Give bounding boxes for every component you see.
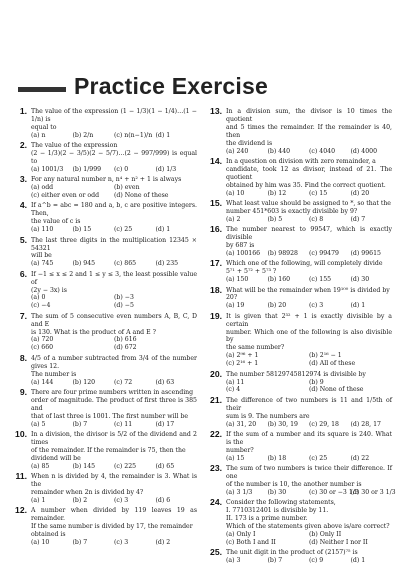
question-text-line: 5⁷¹ + 5⁷² + 5⁷³ ? xyxy=(226,268,277,276)
question-number: 15. xyxy=(210,197,222,208)
answer-option: (d) −5 xyxy=(114,302,134,310)
question-text xyxy=(226,499,392,531)
answer-options xyxy=(31,336,197,352)
question-item xyxy=(206,226,392,258)
question-text xyxy=(31,108,197,132)
question-text-line: Which of the statements given above is/are correct? xyxy=(226,522,390,530)
answer-option: (b) 20 xyxy=(267,302,287,310)
question-item xyxy=(11,507,197,547)
question-number: 12. xyxy=(15,505,27,516)
answer-option: (b) 30 xyxy=(267,488,287,496)
question-text xyxy=(31,389,197,421)
answer-option: (c) 4040 xyxy=(309,147,336,155)
answer-options xyxy=(31,497,197,505)
answer-options xyxy=(226,216,392,224)
question-text xyxy=(226,158,392,190)
answer-option: (d) 1 xyxy=(350,302,366,310)
question-text xyxy=(31,313,197,337)
answer-option: (b) 945 xyxy=(72,260,96,268)
answer-option: (c) 4 xyxy=(226,386,241,394)
question-number: 1. xyxy=(19,106,27,116)
question-text-line: In a division sum, the divisor is 10 times the quotient xyxy=(226,108,392,123)
answer-option: (a) 11 xyxy=(226,378,245,386)
question-text-line: of the number is 10, the another number is xyxy=(226,480,362,488)
answer-option: (a) 144 xyxy=(31,378,54,386)
answer-option: (b) 160 xyxy=(267,276,291,284)
question-text xyxy=(31,355,197,379)
answer-options xyxy=(226,557,392,565)
question-text-line: The number is xyxy=(31,370,77,378)
question-item xyxy=(206,549,392,565)
answer-option: (c) n(n−1)/n xyxy=(114,131,153,139)
question-text xyxy=(226,108,392,148)
answer-option: (c) 3 xyxy=(114,496,129,504)
answer-option: (a) 1001/3 xyxy=(31,165,64,173)
question-number: 19. xyxy=(210,310,222,321)
question-text-line: A number when divided by 119 leaves 19 as remainder. xyxy=(31,507,197,522)
answer-options xyxy=(31,132,197,140)
answer-option: (c) 25 xyxy=(309,454,328,462)
question-text-line: It is given that 2³² + 1 is exactly divisible by a certain xyxy=(226,312,392,328)
answer-option: (a) 150 xyxy=(226,276,249,284)
answer-option: (a) 3 1/3 xyxy=(226,488,253,496)
question-text-line: the same number? xyxy=(226,344,285,352)
question-number: 3. xyxy=(19,174,27,185)
answer-option: (b) −3 xyxy=(114,294,134,302)
question-text xyxy=(226,465,392,489)
question-text-line: The sum of two numbers is twice their difference. If one xyxy=(226,465,392,480)
answer-option: (d) 30 or 3 1/3 xyxy=(350,488,396,496)
question-text-line: by 687 is xyxy=(226,242,255,249)
question-text xyxy=(31,142,197,166)
answer-option: (a) 745 xyxy=(31,260,54,268)
question-text-line: The difference of two numbers is 11 and 1/5th of their xyxy=(226,396,392,412)
answer-option: (a) 31, 20 xyxy=(226,420,257,428)
answer-options xyxy=(31,226,197,234)
question-item xyxy=(11,108,197,140)
answer-option: (a) n xyxy=(31,131,46,139)
answer-option: (a) 110 xyxy=(31,226,54,234)
answer-option: (a) 10 xyxy=(31,538,50,546)
question-number: 17. xyxy=(210,258,222,269)
question-text-line: If −1 ≤ x ≤ 2 and 1 ≤ y ≤ 3, the least possible value of xyxy=(31,270,197,286)
question-text-line: Consider the following statements, xyxy=(226,499,336,507)
question-text xyxy=(31,237,197,261)
answer-options xyxy=(226,488,396,497)
answer-option: (b) 440 xyxy=(267,147,291,155)
answer-option: (a) 2 xyxy=(226,215,241,223)
question-number: 23. xyxy=(210,463,222,474)
question-item xyxy=(11,428,197,471)
answer-options xyxy=(31,166,197,174)
question-text xyxy=(31,202,197,226)
question-item xyxy=(206,260,392,284)
answer-option: (b) 9 xyxy=(309,378,324,386)
question-item xyxy=(11,386,197,429)
question-text xyxy=(226,431,392,455)
question-text-line: When n is divided by 4, the remainder is 3. What is the xyxy=(31,472,197,488)
answer-options xyxy=(31,184,197,200)
question-item xyxy=(206,310,392,368)
question-number: 5. xyxy=(19,234,27,245)
page-title: Practice Exercise xyxy=(74,73,268,99)
answer-options xyxy=(31,379,197,387)
answer-option: (c) 3 xyxy=(309,302,324,310)
question-number: 13. xyxy=(210,106,222,116)
question-text-line: In a question on division with zero remainder, a xyxy=(226,157,376,165)
header-rule xyxy=(18,87,66,92)
question-item xyxy=(206,368,392,395)
answer-option: (d) 6 xyxy=(155,496,171,504)
answer-options xyxy=(31,421,197,429)
question-text-line: 20? xyxy=(226,294,238,302)
answer-option: (d) 4000 xyxy=(350,147,378,155)
question-number: 14. xyxy=(210,155,222,166)
answer-option: (c) 9 xyxy=(309,557,324,565)
answer-option: (d) 1 xyxy=(155,226,171,234)
question-text xyxy=(226,549,392,557)
question-text xyxy=(31,507,197,539)
answer-option: (d) 17 xyxy=(155,420,175,428)
question-number: 16. xyxy=(210,224,222,235)
answer-option: (d) 1/3 xyxy=(155,165,177,173)
question-number: 11. xyxy=(15,470,27,481)
question-number: 4. xyxy=(19,200,27,211)
left-question-column xyxy=(11,108,197,549)
answer-option: (a) 100166 xyxy=(226,249,261,257)
answer-option: (b) 5 xyxy=(267,215,283,223)
answer-option: (d) 30 xyxy=(350,276,370,284)
question-text-line: If a^b = abc = 180 and a, b, c are positive integers. Then, xyxy=(31,202,197,218)
answer-option: (a) 3 xyxy=(226,557,241,565)
answer-option: (a) 0 xyxy=(31,294,46,302)
question-item xyxy=(11,142,197,174)
question-text xyxy=(31,271,197,295)
answer-option: (c) 3 xyxy=(114,538,129,546)
answer-option: (c) 2¹⁶ + 1 xyxy=(226,360,259,368)
question-item xyxy=(206,197,392,224)
answer-option: (b) 7 xyxy=(267,557,283,565)
question-item xyxy=(206,463,396,497)
question-text-line: In a division, the divisor is 5/2 of the dividend and 2 times xyxy=(31,430,197,446)
question-text-line: (2y − 3x) is xyxy=(31,286,67,294)
answer-options xyxy=(31,294,197,310)
question-text-line: dividend will be xyxy=(31,454,81,462)
question-text-line: of the remainder. If the remainder is 75, then the xyxy=(31,446,186,454)
question-text xyxy=(226,226,392,250)
answer-options xyxy=(226,421,392,429)
answer-option: (d) None of these xyxy=(309,386,364,394)
question-text-line: will be xyxy=(31,252,52,260)
answer-option: (d) 1 xyxy=(350,557,366,565)
question-text xyxy=(226,313,392,353)
answer-option: (c) 99479 xyxy=(309,249,339,257)
question-number: 20. xyxy=(210,368,222,379)
answer-option: (a) 1 xyxy=(31,496,46,504)
answer-options xyxy=(226,352,392,368)
question-number: 24. xyxy=(210,497,222,508)
question-number: 22. xyxy=(210,428,222,439)
question-text xyxy=(226,371,392,379)
question-text-line: The value of the expression (1 − 1/3)(1 − 1/4)…(1 − 1/n) is xyxy=(31,108,197,123)
answer-option: (c) −4 xyxy=(31,302,51,310)
answer-option: (c) 11 xyxy=(114,420,133,428)
question-text-line: number? xyxy=(226,446,254,454)
answer-option: (a) 15 xyxy=(226,454,245,462)
question-item xyxy=(206,394,392,429)
question-number: 7. xyxy=(19,310,27,321)
question-number: 6. xyxy=(19,268,27,279)
answer-option: (c) either even or odd xyxy=(31,192,100,200)
answer-option: (a) 240 xyxy=(226,147,249,155)
question-item xyxy=(11,310,197,353)
question-item xyxy=(11,176,197,200)
answer-options xyxy=(226,148,392,156)
question-text-line: The sum of 5 consecutive even numbers A, B, C, D and E xyxy=(31,312,197,328)
question-item xyxy=(11,268,197,311)
answer-option: (d) 7 xyxy=(350,215,366,223)
answer-options xyxy=(31,539,197,547)
question-item xyxy=(206,155,392,198)
answer-option: (c) 155 xyxy=(309,276,332,284)
answer-option: (a) 5 xyxy=(31,420,46,428)
answer-options xyxy=(226,276,392,284)
question-item xyxy=(11,234,197,269)
answer-option: (d) 672 xyxy=(114,344,137,352)
answer-option: (d) 20 xyxy=(350,189,370,197)
question-text-line: is 130. What is the product of A and E ? xyxy=(31,328,156,336)
question-text-line: obtained is xyxy=(31,530,66,538)
answer-option: (b) 15 xyxy=(72,226,92,234)
question-text-line: equal to xyxy=(31,123,57,131)
answer-option: (b) 2/n xyxy=(72,131,94,139)
question-text-line: number 451*603 is exactly divisible by 9? xyxy=(226,207,358,215)
question-text-line: I. 7710312401 is divisible by 11. xyxy=(226,507,329,515)
question-text-line: that of last three is 1001. The first number will be xyxy=(31,412,189,420)
question-text-line: There are four prime numbers written in ascending xyxy=(31,388,194,396)
question-item xyxy=(206,499,392,546)
question-number: 25. xyxy=(210,547,222,558)
question-text xyxy=(226,260,392,276)
question-number: 18. xyxy=(210,284,222,295)
question-text-line: For any natural number n, n⁴ + n² + 1 is always xyxy=(31,176,182,184)
answer-option: (c) 660 xyxy=(31,344,54,352)
right-question-column xyxy=(206,106,396,567)
question-text xyxy=(226,397,392,421)
answer-option: (b) 2 xyxy=(72,496,88,504)
answer-options xyxy=(226,250,392,258)
answer-options xyxy=(226,531,392,547)
question-number: 2. xyxy=(19,140,27,151)
question-text-line: obtained by him was 35. Find the correct quotient. xyxy=(226,181,386,189)
answer-option: (b) 12 xyxy=(267,189,287,197)
question-text-line: If the same number is divided by 17, the remainder xyxy=(31,522,193,530)
question-text-line: (2 − 1/3)(2 − 3/5)(2 − 5/7)…(2 − 997/999) is equal to xyxy=(31,150,197,165)
answer-option: (b) 30, 19 xyxy=(267,420,298,428)
answer-option: (c) 8 xyxy=(309,215,324,223)
question-text-line: The number 58129745812974 is divisible by xyxy=(226,370,366,378)
question-text xyxy=(31,431,197,463)
question-text xyxy=(31,176,197,184)
answer-option: (b) 120 xyxy=(72,378,96,386)
question-item xyxy=(11,470,197,505)
question-text-line: II. 173 is a prime number. xyxy=(226,515,308,522)
answer-options xyxy=(31,260,197,268)
answer-option: (d) 28, 17 xyxy=(350,420,381,428)
answer-option: (c) 72 xyxy=(114,378,133,386)
question-text xyxy=(226,287,392,303)
question-text-line: The last three digits in the multiplication 12345 × 54321 xyxy=(31,236,197,252)
question-item xyxy=(11,202,197,234)
answer-options xyxy=(226,302,392,310)
answer-option: (b) even xyxy=(114,184,140,192)
answer-option: (b) 616 xyxy=(114,336,137,344)
question-text-line: the value of c is xyxy=(31,218,81,226)
question-text-line: The unit digit in the product of (2157)⁷⁵ is xyxy=(226,549,358,557)
question-text-line: sum is 9. The numbers are xyxy=(226,412,310,420)
question-number: 21. xyxy=(210,394,222,405)
answer-option: (a) Only I xyxy=(226,530,256,538)
question-text-line: What will be the remainder when 19¹⁰⁰ is divided by xyxy=(226,286,390,294)
question-item xyxy=(206,284,392,311)
answer-option: (c) 25 xyxy=(114,226,133,234)
question-item xyxy=(206,428,392,463)
answer-option: (a) 2⁹⁶ + 1 xyxy=(226,352,259,360)
answer-option: (d) 65 xyxy=(155,462,175,470)
answer-option: (d) All of these xyxy=(309,360,356,368)
answer-options xyxy=(226,455,392,463)
answer-options xyxy=(31,463,197,471)
question-item xyxy=(11,352,197,387)
answer-option: (b) 145 xyxy=(72,462,96,470)
question-text-line: The value of the expression xyxy=(31,142,118,150)
answer-option: (d) 2 xyxy=(155,538,171,546)
answer-option: (c) 0 xyxy=(114,165,129,173)
answer-option: (c) 29, 18 xyxy=(309,420,339,428)
answer-option: (c) 30 or −3 1/3 xyxy=(309,488,359,496)
answer-option: (a) 85 xyxy=(31,462,50,470)
answer-option: (c) 225 xyxy=(114,462,137,470)
answer-option: (b) 18 xyxy=(267,454,287,462)
question-text-line: What least value should be assigned to *, so that the xyxy=(226,199,391,207)
question-text-line: The number nearest to 99547, which is exactly divisible xyxy=(226,226,392,242)
question-text xyxy=(31,473,197,497)
question-text-line: and 5 times the remainder. If the remainder is 40, then xyxy=(226,123,392,139)
question-text-line: number. Which one of the following is also divisible by xyxy=(226,328,392,344)
question-number: 9. xyxy=(19,386,27,397)
answer-option: (d) 1 xyxy=(155,131,171,139)
answer-option: (b) 1/999 xyxy=(72,165,102,173)
answer-option: (a) 10 xyxy=(226,189,245,197)
answer-option: (d) 22 xyxy=(350,454,370,462)
answer-option: (b) 7 xyxy=(72,538,88,546)
answer-option: (c) 15 xyxy=(309,189,328,197)
answer-option: (d) 235 xyxy=(155,260,179,268)
question-text-line: order of magnitude. The product of first three is 385 and xyxy=(31,396,197,412)
question-item xyxy=(206,108,392,155)
question-text-line: candidate, took 12 as divisor, instead of 21. The quotient xyxy=(226,165,392,181)
answer-option: (b) 2¹⁶ − 1 xyxy=(309,352,342,360)
answer-option: (a) 19 xyxy=(226,302,245,310)
answer-option: (d) 63 xyxy=(155,378,175,386)
answer-option: (d) 99615 xyxy=(350,249,381,257)
answer-option: (c) Both I and II xyxy=(226,538,276,546)
question-text-line: remainder when 2n is divided by 4? xyxy=(31,488,144,496)
question-text xyxy=(226,200,392,216)
answer-options xyxy=(226,190,392,198)
question-text-line: If the sum of a number and its square is 240. What is the xyxy=(226,430,392,446)
answer-option: (b) 7 xyxy=(72,420,88,428)
answer-option: (b) 98928 xyxy=(267,249,298,257)
answer-option: (a) odd xyxy=(31,184,54,192)
question-number: 10. xyxy=(15,428,27,439)
question-text-line: Which one of the following, will completely divide xyxy=(226,260,383,268)
answer-option: (b) Only II xyxy=(309,530,342,538)
section-header xyxy=(18,75,390,105)
answer-option: (a) 720 xyxy=(31,336,54,344)
question-text-line: the dividend is xyxy=(226,139,273,147)
answer-options xyxy=(226,379,392,395)
question-text-line: 4/5 of a number subtracted from 3/4 of the number gives 12. xyxy=(31,354,197,370)
answer-option: (c) 865 xyxy=(114,260,137,268)
question-number: 8. xyxy=(19,352,27,363)
answer-option: (d) Neither I nor II xyxy=(309,538,368,546)
answer-option: (d) None of these xyxy=(114,192,169,200)
